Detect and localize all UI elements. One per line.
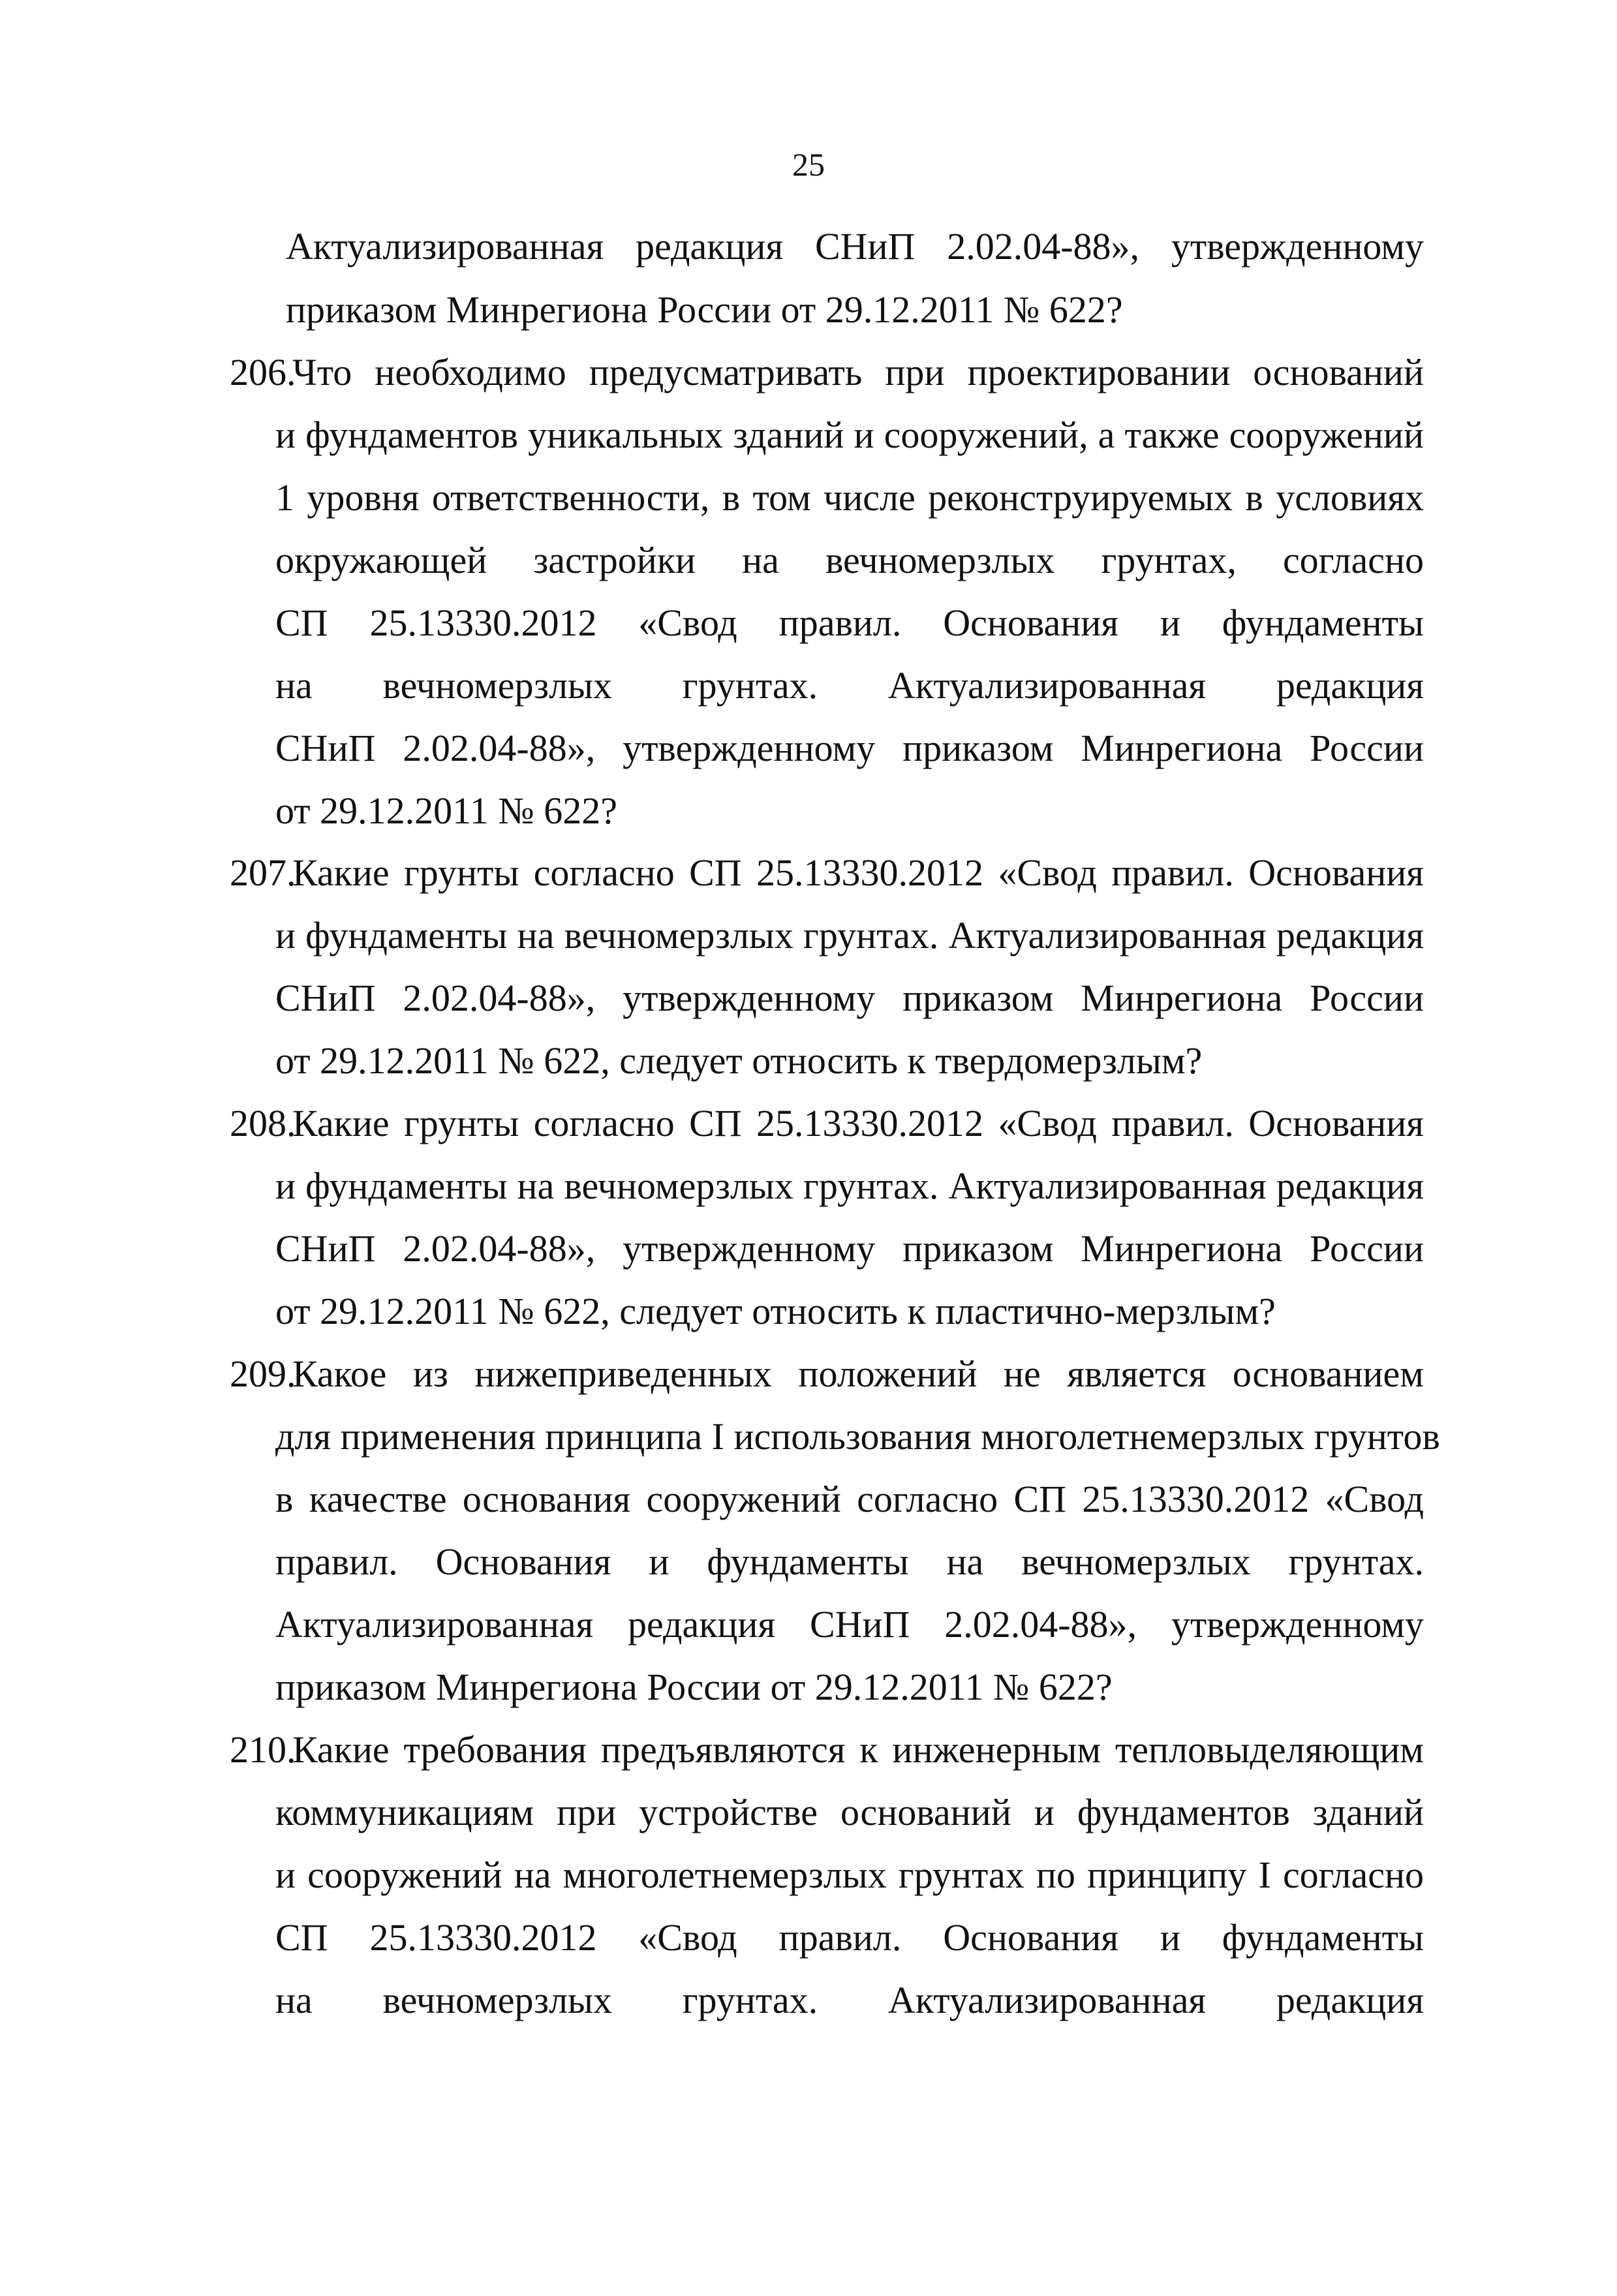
- paragraph-line: СП 25.13330.2012 «Свод правил. Основания и фундаменты: [275, 602, 1424, 644]
- paragraph-line: от 29.12.2011 № 622, следует относить к твердомерзлым?: [275, 1039, 1203, 1082]
- paragraph-line: для применения принципа I использования многолетнемерзлых грунтов: [275, 1415, 1440, 1458]
- paragraph-line: и сооружений на многолетнемерзлых грунтах по принципу I согласно: [275, 1854, 1424, 1896]
- item-number: 208.: [230, 1102, 296, 1144]
- paragraph-line: Какие требования предъявляются к инженерным тепловыделяющим: [292, 1728, 1424, 1771]
- paragraph-line: СНиП 2.02.04-88», утвержденному приказом Минрегиона России: [275, 727, 1424, 769]
- paragraph-line: Актуализированная редакция СНиП 2.02.04-88», утвержденному: [286, 225, 1424, 268]
- paragraph-line: Какие грунты согласно СП 25.13330.2012 «Свод правил. Основания: [292, 851, 1424, 894]
- item-number: 209.: [230, 1353, 296, 1395]
- paragraph-line: Какое из нижеприведенных положений не является основанием: [292, 1353, 1424, 1395]
- paragraph-line: 1 уровня ответственности, в том числе реконструируемых в условиях: [275, 476, 1424, 519]
- paragraph-line: от 29.12.2011 № 622, следует относить к пластично-мерзлым?: [275, 1290, 1276, 1332]
- item-number: 207.: [230, 851, 296, 894]
- paragraph-line: Что необходимо предусматривать при проектировании оснований: [292, 351, 1424, 393]
- paragraph-line: правил. Основания и фундаменты на вечномерзлых грунтах.: [275, 1540, 1424, 1583]
- paragraph-line: приказом Минрегиона России от 29.12.2011 № 622?: [286, 288, 1123, 331]
- paragraph-line: коммуникациям при устройстве оснований и фундаментов зданий: [275, 1791, 1424, 1833]
- paragraph-line: СНиП 2.02.04-88», утвержденному приказом Минрегиона России: [275, 977, 1424, 1019]
- paragraph-line: от 29.12.2011 № 622?: [275, 789, 618, 832]
- paragraph-line: окружающей застройки на вечномерзлых грунтах, согласно: [275, 539, 1424, 581]
- paragraph-line: СП 25.13330.2012 «Свод правил. Основания и фундаменты: [275, 1916, 1424, 1959]
- paragraph-line: Актуализированная редакция СНиП 2.02.04-88», утвержденному: [275, 1603, 1424, 1645]
- paragraph-line: Какие грунты согласно СП 25.13330.2012 «Свод правил. Основания: [292, 1102, 1424, 1144]
- paragraph-line: приказом Минрегиона России от 29.12.2011 № 622?: [275, 1666, 1113, 1708]
- item-number: 206.: [230, 351, 296, 393]
- paragraph-line: СНиП 2.02.04-88», утвержденному приказом Минрегиона России: [275, 1227, 1424, 1270]
- paragraph-line: и фундаменты на вечномерзлых грунтах. Актуализированная редакция: [275, 1165, 1424, 1207]
- paragraph-line: в качестве основания сооружений согласно СП 25.13330.2012 «Свод: [275, 1478, 1424, 1520]
- paragraph-line: на вечномерзлых грунтах. Актуализированная редакция: [275, 664, 1424, 707]
- item-number: 210.: [230, 1728, 296, 1771]
- page-number: 25: [792, 146, 825, 183]
- paragraph-line: и фундаментов уникальных зданий и сооружений, а также сооружений: [275, 414, 1424, 456]
- paragraph-line: и фундаменты на вечномерзлых грунтах. Актуализированная редакция: [275, 914, 1424, 957]
- paragraph-line: на вечномерзлых грунтах. Актуализированная редакция: [275, 1979, 1424, 2021]
